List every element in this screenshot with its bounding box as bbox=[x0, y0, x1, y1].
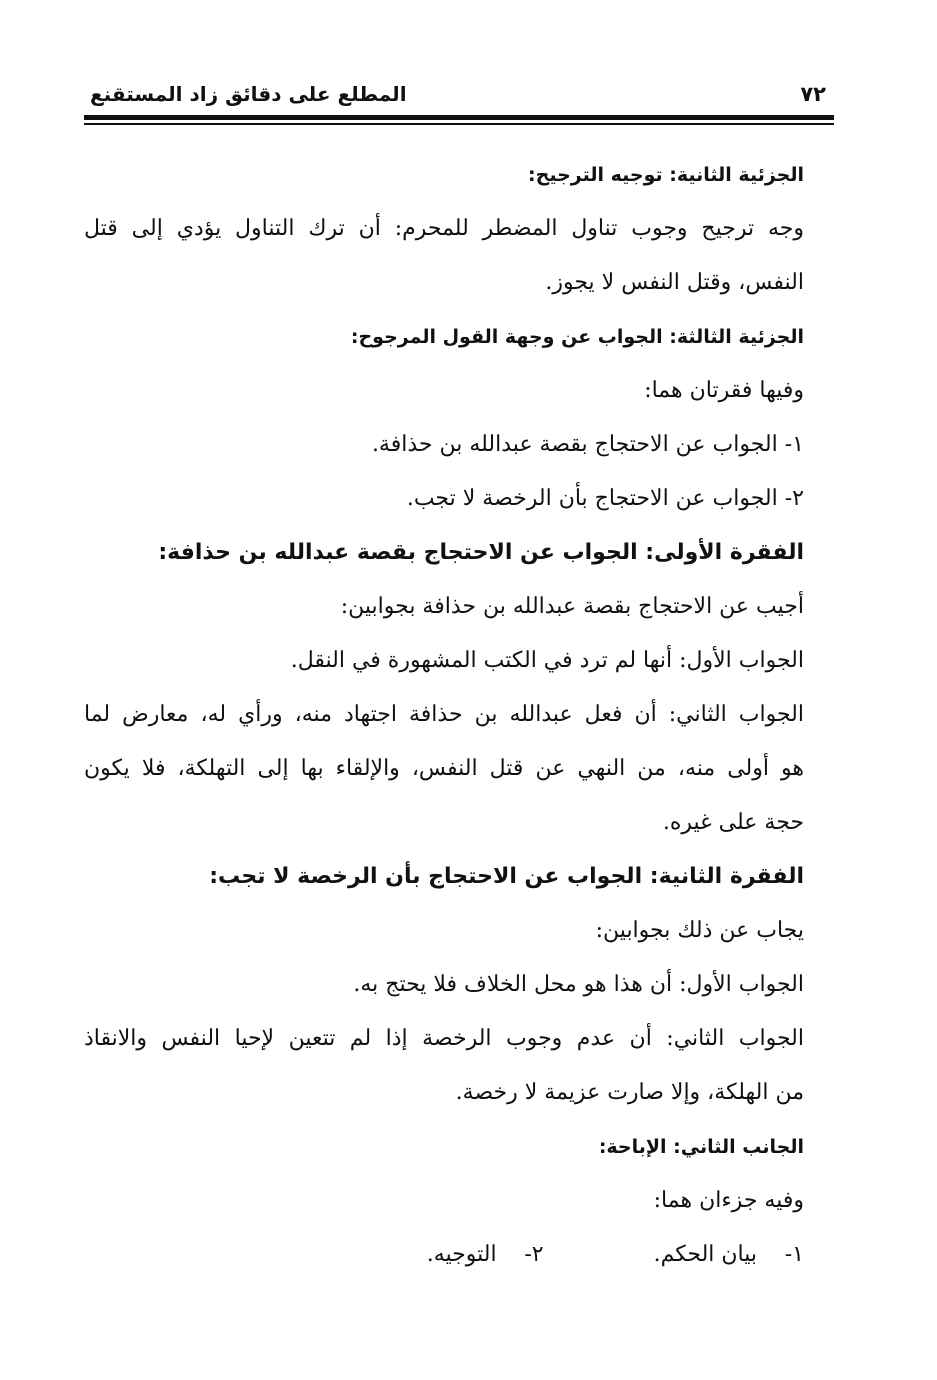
list-item: ٢- الجواب عن الاحتجاج بأن الرخصة لا تجب. bbox=[406, 486, 804, 511]
paragraph-line: وفيها فقرتان هما: bbox=[644, 378, 804, 403]
final-list bbox=[84, 1228, 804, 1282]
paragraph-line: النفس، وقتل النفس لا يجوز. bbox=[545, 270, 804, 295]
paragraph-line: هو أولى منه، من النهي عن قتل النفس، والإلقاء بها إلى التهلكة، فلا يكون bbox=[84, 756, 804, 781]
subsection-heading: الجزئية الثالثة: الجواب عن وجهة القول المرجوح: bbox=[350, 326, 804, 348]
paragraph-line: الجواب الثاني: أن عدم وجوب الرخصة إذا لم تتعين لإحيا النفس والانقاذ bbox=[84, 1026, 804, 1051]
paragraph-line: الجواب الأول: أنها لم ترد في الكتب المشهورة في النقل. bbox=[290, 648, 804, 673]
paragraph-line: أجيب عن الاحتجاج بقصة عبدالله بن حذافة بجوابين: bbox=[340, 594, 804, 619]
list-item: ١- الجواب عن الاحتجاج بقصة عبدالله بن حذافة. bbox=[371, 432, 804, 457]
item-text: التوجيه. bbox=[426, 1242, 497, 1267]
header-rule-thick bbox=[84, 115, 834, 120]
paragraph-line: يجاب عن ذلك بجوابين: bbox=[595, 918, 804, 943]
paragraph-line: الجواب الثاني: أن فعل عبدالله بن حذافة اجتهاد منه، ورأي له، معارض لما bbox=[84, 702, 804, 727]
page-content bbox=[84, 148, 804, 1282]
page-header bbox=[84, 80, 834, 116]
paragraph-line: وجه ترجيح وجوب تناول المضطر للمحرم: أن ترك التناول يؤدي إلى قتل bbox=[84, 216, 804, 241]
final-list-item bbox=[427, 1228, 544, 1282]
section-heading: الفقرة الثانية: الجواب عن الاحتجاج بأن الرخصة لا تجب: bbox=[209, 864, 804, 889]
page-number: ٧٢ bbox=[800, 82, 826, 106]
subsection-heading: الجزئية الثانية: توجيه الترجيح: bbox=[528, 164, 804, 186]
section-heading: الفقرة الأولى: الجواب عن الاحتجاج بقصة عبدالله بن حذافة: bbox=[158, 540, 804, 565]
final-list-item bbox=[654, 1228, 804, 1282]
running-title: المطلع على دقائق زاد المستقنع bbox=[90, 82, 407, 106]
paragraph-line: حجة على غيره. bbox=[662, 810, 804, 835]
paragraph-line: من الهلكة، وإلا صارت عزيمة لا رخصة. bbox=[455, 1080, 804, 1105]
subsection-heading: الجانب الثاني: الإباحة: bbox=[598, 1136, 804, 1158]
item-number: ٢- bbox=[524, 1242, 544, 1267]
paragraph-line: وفيه جزءان هما: bbox=[653, 1188, 804, 1213]
item-text: بيان الحكم. bbox=[653, 1242, 757, 1267]
item-number: ١- bbox=[784, 1242, 804, 1267]
paragraph-line: الجواب الأول: أن هذا هو محل الخلاف فلا يحتج به. bbox=[353, 972, 804, 997]
header-rule-thin bbox=[84, 123, 834, 125]
